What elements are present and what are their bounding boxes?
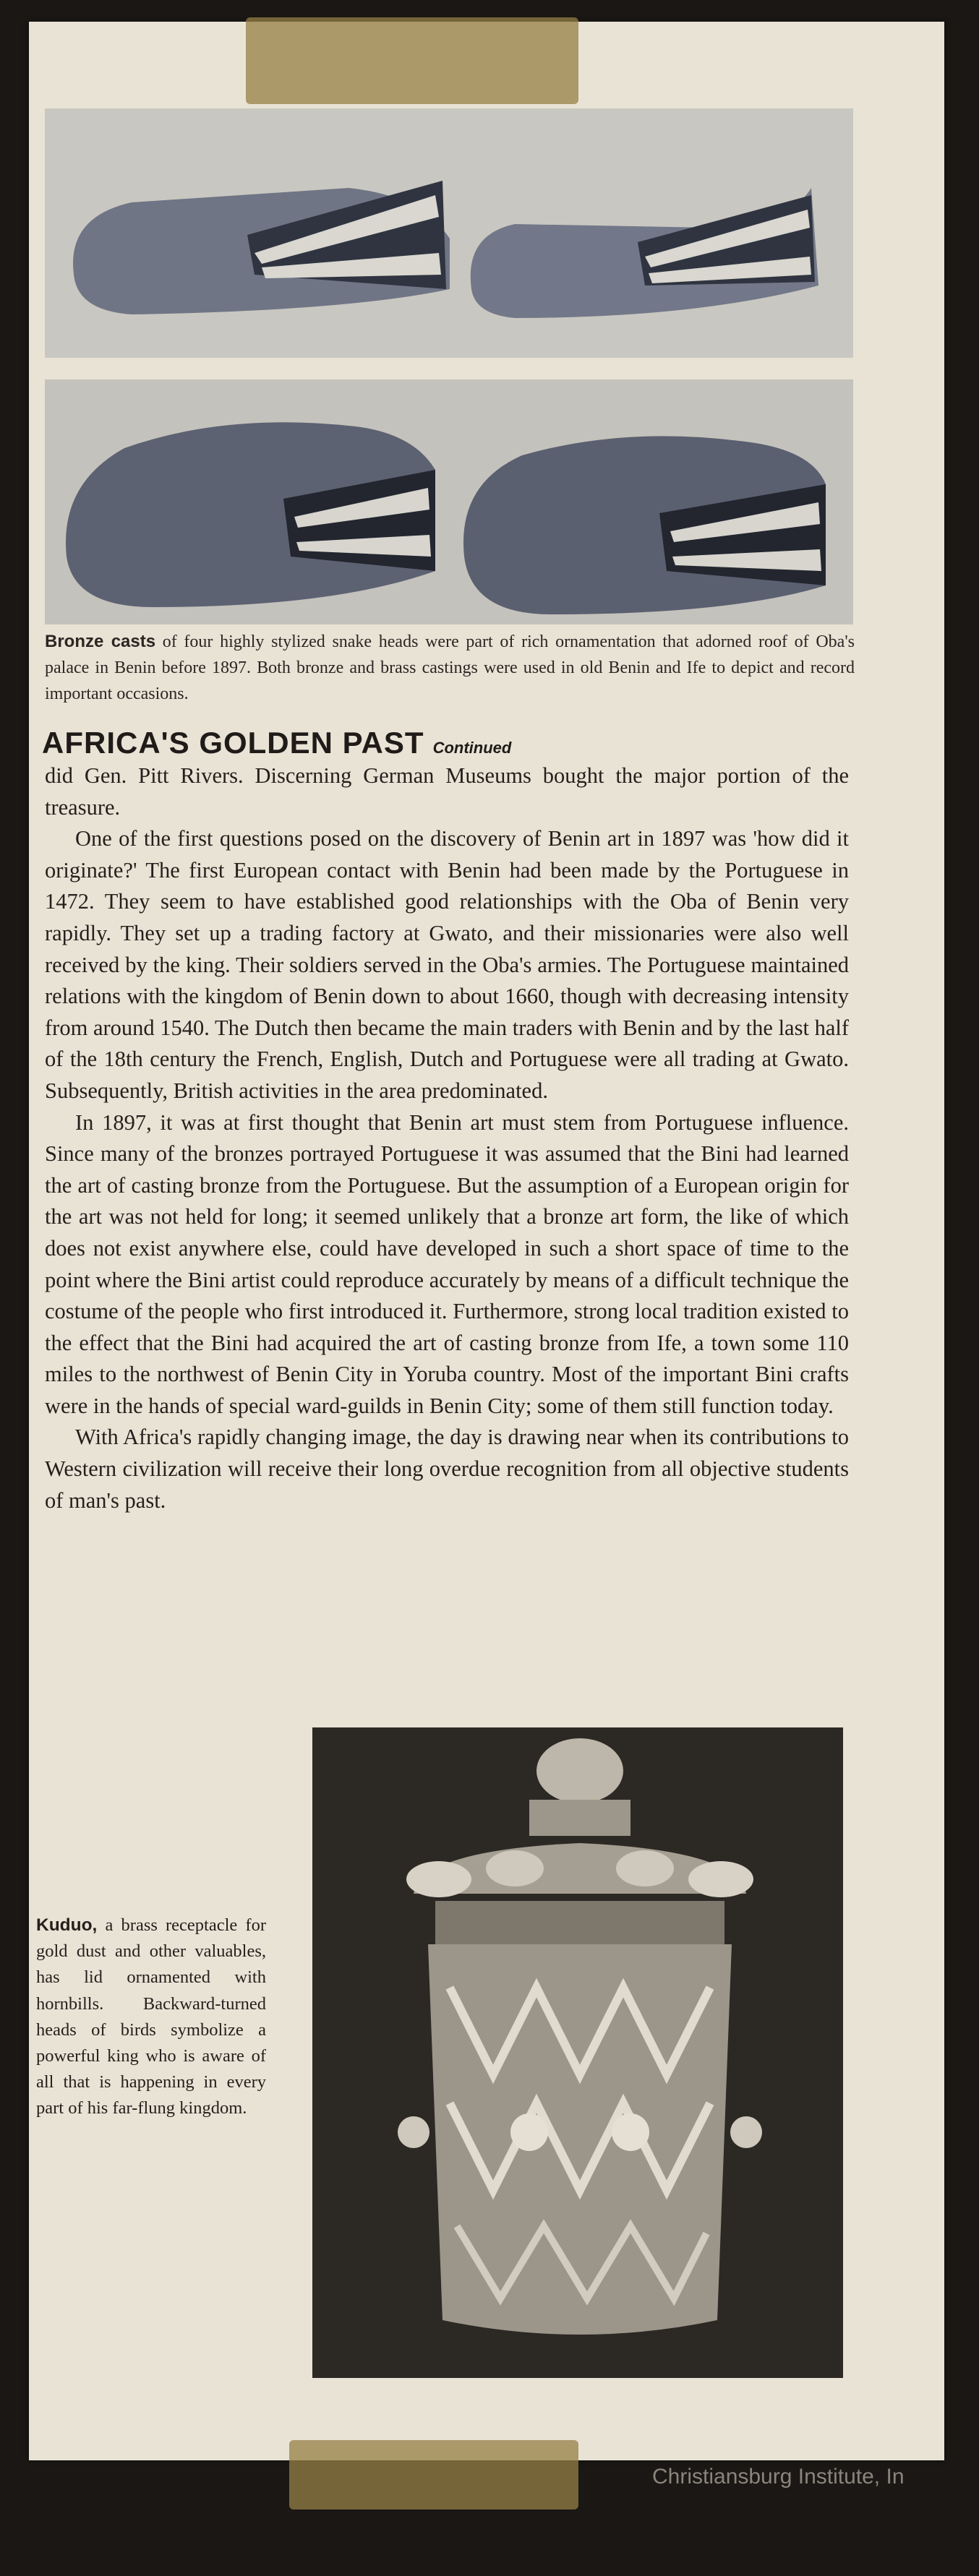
kuduo-caption-lead: Kuduo, xyxy=(36,1915,98,1935)
kuduo-photo xyxy=(312,1727,843,2378)
tape-top xyxy=(246,17,578,104)
article-paragraph: With Africa's rapidly changing image, the day is drawing near when its contributions to Western civilization will receive their long overdue recognition from all objective students of man's past. xyxy=(45,1425,849,1513)
top-caption-lead: Bronze casts xyxy=(45,632,156,651)
top-caption-text: of four highly stylized snake heads were part of rich ornamentation that adorned roof of Oba's palace in Benin before 1897. Both bronze and brass castings were used in old Benin and Ife to depict and record important occasions. xyxy=(45,632,855,703)
article-body xyxy=(45,760,849,1516)
watermark-text: Christiansburg Institute, In xyxy=(652,2465,905,2489)
snake-heads-illustration xyxy=(45,108,853,624)
article-paragraph: In 1897, it was at first thought that Benin art must stem from Portuguese influence. Since many of the bronzes portrayed Portuguese it was assumed that the Bini had learned the art of casting bronze from the Portuguese. But the assumption of a European origin for the art was not held for long; it seemed unlikely that a bronze art form, the like of which does not exist anywhere else, could have developed in such a short space of time to the point where the Bini artist could reproduce accurately by means of a difficult technique the costume of the people who first introduced it. Furthermore, strong local tradition existed to the effect that the Bini had acquired the art of casting bronze from Ife, a town some 110 miles to the northwest of Benin City in Yoruba country. Most of the important Bini crafts were in the hands of special ward-guilds in Benin City; some of them still function today. xyxy=(45,1109,849,1418)
top-photo-caption xyxy=(45,629,855,707)
kuduo-caption-text: a brass receptacle for gold dust and other valuables, has lid ornamented with hornbills. Backward-turned heads of birds symbolize a powerful king who is aware of all that is happening in every part of his far-flung kingdom. xyxy=(36,1915,266,2118)
article-headline xyxy=(42,726,511,760)
kuduo-illustration xyxy=(312,1727,843,2378)
article-paragraph: One of the first questions posed on the discovery of Benin art in 1897 was 'how did it originate?' The first European contact with Benin had been made by the Portuguese in 1472. They seem to have established good relationships with the Oba of Benin very rapidly. They set up a trading factory at Gwato, and their missionaries were also well received by the king. Their soldiers served in the Oba's armies. The Portuguese maintained relations with the kingdom of Benin down to about 1660, though with decreasing intensity from around 1540. The Dutch then became the main traders with Benin and by the last half of the 18th century the French, English, Dutch and Portuguese were all trading at Gwato. Subsequently, British activities in the area predominated. xyxy=(45,826,849,1103)
tape-bottom xyxy=(289,2440,578,2510)
headline-title: AFRICA'S GOLDEN PAST xyxy=(42,726,424,760)
headline-continued: Continued xyxy=(432,739,512,757)
kuduo-caption xyxy=(36,1912,266,2122)
article-paragraph: did Gen. Pitt Rivers. Discerning German Museums bought the major portion of the treasure. xyxy=(45,763,849,820)
snake-heads-photo xyxy=(45,108,853,624)
